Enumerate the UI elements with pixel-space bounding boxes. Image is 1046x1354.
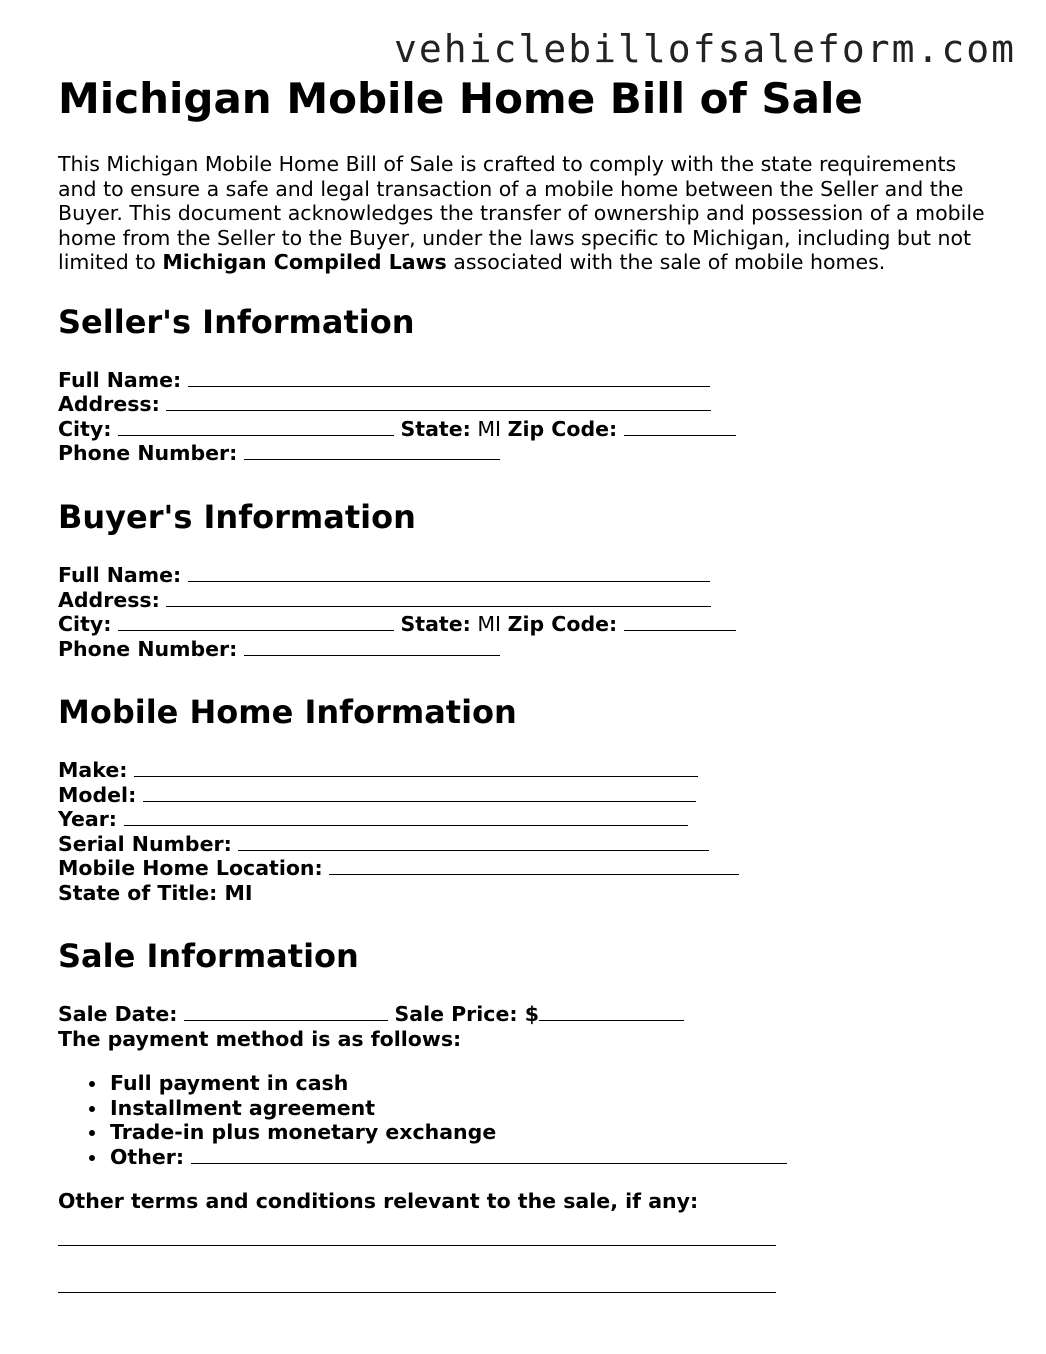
model-field[interactable] <box>143 783 696 802</box>
seller-zip-label: Zip Code: <box>507 416 618 441</box>
seller-state-value: MI <box>477 416 502 441</box>
payment-other-field[interactable] <box>191 1145 787 1164</box>
sale-price-label: Sale Price: $ <box>394 1002 539 1027</box>
seller-phone-label: Phone Number: <box>58 441 238 466</box>
sale-price-field[interactable] <box>539 1002 684 1021</box>
year-label: Year: <box>58 807 118 832</box>
mobile-home-section <box>58 695 998 905</box>
payment-option: • Full payment in cash <box>108 1071 998 1096</box>
buyer-address-field[interactable] <box>166 588 711 607</box>
payment-other-label: Other: <box>110 1144 185 1169</box>
buyer-heading: Buyer's Information <box>58 497 416 536</box>
location-label: Mobile Home Location: <box>58 856 323 881</box>
seller-city-label: City: <box>58 416 112 441</box>
buyer-city-field[interactable] <box>118 612 394 631</box>
sale-date-label: Sale Date: <box>58 1002 178 1027</box>
seller-section <box>58 302 998 466</box>
make-field[interactable] <box>134 758 698 777</box>
location-field[interactable] <box>329 856 739 875</box>
document-page <box>58 76 998 1293</box>
site-watermark: vehiclebillofsaleform.com <box>394 27 1016 71</box>
seller-heading: Seller's Information <box>58 302 415 341</box>
terms-line-1[interactable] <box>58 1245 776 1246</box>
seller-phone-field[interactable] <box>244 441 500 460</box>
payment-intro: The payment method is as follows: <box>58 1026 462 1051</box>
intro-bold-law: Michigan Compiled Laws <box>162 250 447 275</box>
payment-options-list <box>58 1071 998 1169</box>
buyer-state-value: MI <box>477 612 502 637</box>
buyer-zip-field[interactable] <box>624 612 736 631</box>
seller-zip-field[interactable] <box>624 417 736 436</box>
sale-heading: Sale Information <box>58 937 359 976</box>
year-field[interactable] <box>124 807 688 826</box>
seller-city-field[interactable] <box>118 417 394 436</box>
terms-line-2[interactable] <box>58 1292 776 1293</box>
seller-full-name-label: Full Name: <box>58 367 182 392</box>
buyer-zip-label: Zip Code: <box>507 612 618 637</box>
mobile-home-heading: Mobile Home Information <box>58 693 517 732</box>
buyer-city-label: City: <box>58 612 112 637</box>
seller-address-label: Address: <box>58 392 160 417</box>
sale-date-field[interactable] <box>184 1002 388 1021</box>
buyer-phone-label: Phone Number: <box>58 636 238 661</box>
buyer-full-name-field[interactable] <box>188 563 710 582</box>
payment-option-other <box>108 1145 998 1170</box>
terms-label: Other terms and conditions relevant to the sale, if any: <box>58 1189 699 1214</box>
model-label: Model: <box>58 782 137 807</box>
buyer-full-name-label: Full Name: <box>58 563 182 588</box>
state-of-title: State of Title: MI <box>58 880 253 905</box>
buyer-address-label: Address: <box>58 587 160 612</box>
payment-option: • Trade-in plus monetary exchange <box>108 1120 998 1145</box>
intro-paragraph <box>58 152 993 275</box>
serial-number-label: Serial Number: <box>58 831 232 856</box>
seller-state-label: State: <box>400 416 471 441</box>
payment-option: • Installment agreement <box>108 1096 998 1121</box>
intro-text: This Michigan Mobile Home Bill of Sale is crafted to comply with the state requirements and to ensure a safe and legal transaction of a mobile home between the Seller and the Buyer. This document acknowledges the transfer of ownership and possession of a mobile home from the Seller to the Buyer, under the laws specific to Michigan, including but not limited to <box>58 152 985 275</box>
make-label: Make: <box>58 758 128 783</box>
buyer-phone-field[interactable] <box>244 637 500 656</box>
buyer-section <box>58 497 998 661</box>
buyer-state-label: State: <box>400 612 471 637</box>
serial-number-field[interactable] <box>238 832 709 851</box>
page-title: Michigan Mobile Home Bill of Sale <box>58 74 863 123</box>
sale-section <box>58 939 998 1293</box>
intro-text-end: associated with the sale of mobile homes. <box>446 250 886 275</box>
seller-full-name-field[interactable] <box>188 368 710 387</box>
seller-address-field[interactable] <box>166 392 711 411</box>
